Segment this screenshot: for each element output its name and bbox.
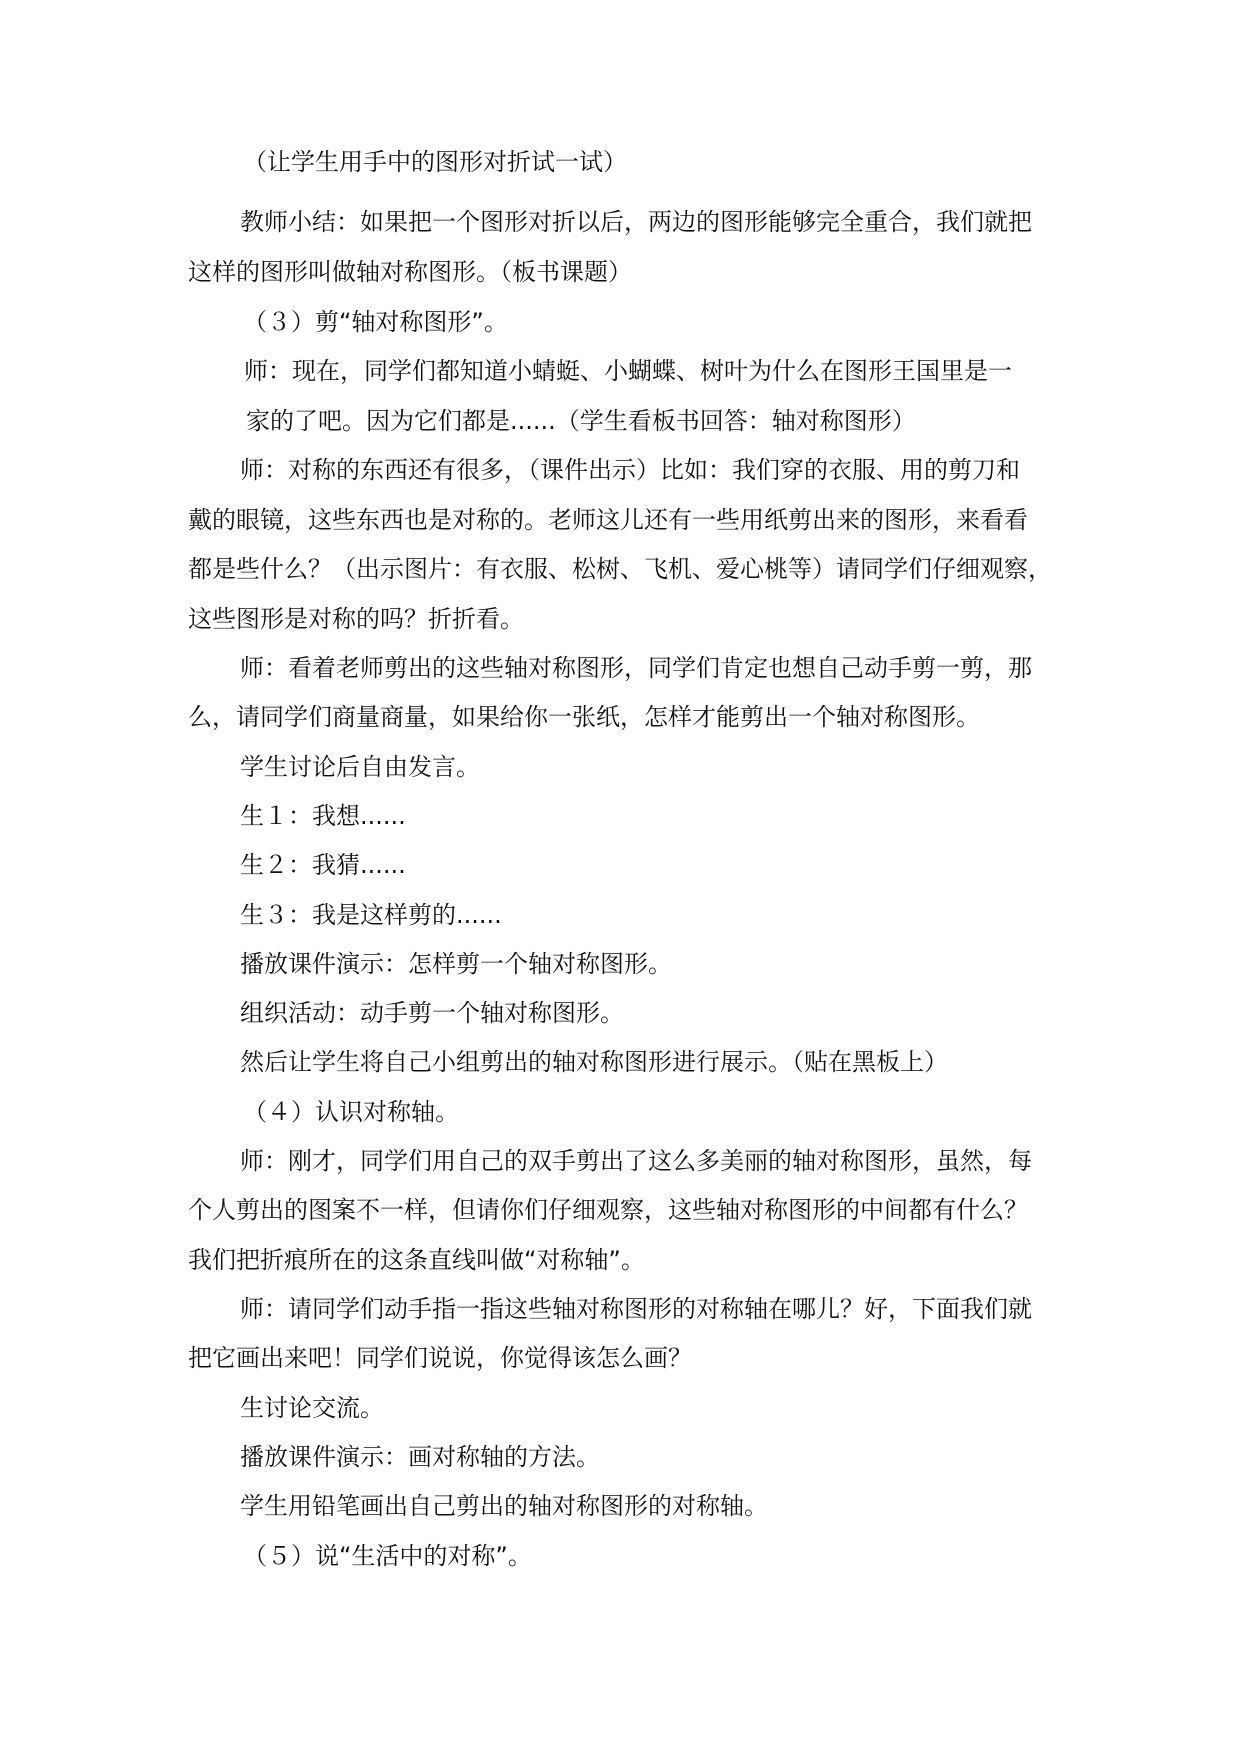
text-line: 然后让学生将自己小组剪出的轴对称图形进行展示。（贴在黑板上） xyxy=(240,1048,948,1076)
text-line: 师：刚才，同学们用自己的双手剪出了这么多美丽的轴对称图形，虽然，每 xyxy=(240,1147,1032,1175)
text-line: 组织活动：动手剪一个轴对称图形。 xyxy=(240,999,624,1027)
text-line: 我们把折痕所在的这条直线叫做“对称轴”。 xyxy=(188,1246,645,1274)
text-line: 师：看着老师剪出的这些轴对称图形，同学们肯定也想自己动手剪一剪，那 xyxy=(240,654,1032,682)
text-line: 师：请同学们动手指一指这些轴对称图形的对称轴在哪儿？好，下面我们就 xyxy=(240,1295,1032,1323)
text-line: 播放课件演示：画对称轴的方法。 xyxy=(240,1443,600,1471)
text-line: 师：现在，同学们都知道小蜻蜓、小蝴蝶、树叶为什么在图形王国里是一 xyxy=(244,357,1012,385)
text-line: 学生用铅笔画出自己剪出的轴对称图形的对称轴。 xyxy=(240,1492,768,1520)
text-line: 么，请同学们商量商量，如果给你一张纸，怎样才能剪出一个轴对称图形。 xyxy=(188,703,980,731)
text-line: 戴的眼镜，这些东西也是对称的。老师这儿还有一些用纸剪出来的图形，来看看 xyxy=(188,506,1028,534)
text-line: （让学生用手中的图形对折试一试） xyxy=(243,148,627,176)
text-line: 把它画出来吧！同学们说说，你觉得该怎么画？ xyxy=(188,1344,692,1372)
text-line: 播放课件演示：怎样剪一个轴对称图形。 xyxy=(240,950,672,978)
text-line: 生３：我是这样剪的...... xyxy=(240,901,502,929)
text-line: 教师小结：如果把一个图形对折以后，两边的图形能够完全重合，我们就把 xyxy=(240,208,1032,236)
text-line: 这样的图形叫做轴对称图形。（板书课题） xyxy=(188,258,632,286)
text-line: 都是些什么？（出示图片：有衣服、松树、飞机、爱心桃等）请同学们仔细观察， xyxy=(188,555,1052,583)
text-line: （３）剪“轴对称图形”。 xyxy=(243,308,508,336)
text-line: （５）说“生活中的对称”。 xyxy=(243,1542,532,1570)
text-line: 学生讨论后自由发言。 xyxy=(240,753,480,781)
text-line: 生１：我想...... xyxy=(240,802,406,830)
text-line: 这些图形是对称的吗？折折看。 xyxy=(188,605,524,633)
text-line: 个人剪出的图案不一样，但请你们仔细观察，这些轴对称图形的中间都有什么？ xyxy=(188,1196,1028,1224)
text-line: 生２：我猜...... xyxy=(240,851,406,879)
text-line: 家的了吧。因为它们都是......（学生看板书回答：轴对称图形） xyxy=(246,407,916,435)
text-line: 生讨论交流。 xyxy=(240,1394,384,1422)
text-line: （４）认识对称轴。 xyxy=(243,1098,459,1126)
text-line: 师：对称的东西还有很多，（课件出示）比如：我们穿的衣服、用的剪刀和 xyxy=(240,456,1020,484)
